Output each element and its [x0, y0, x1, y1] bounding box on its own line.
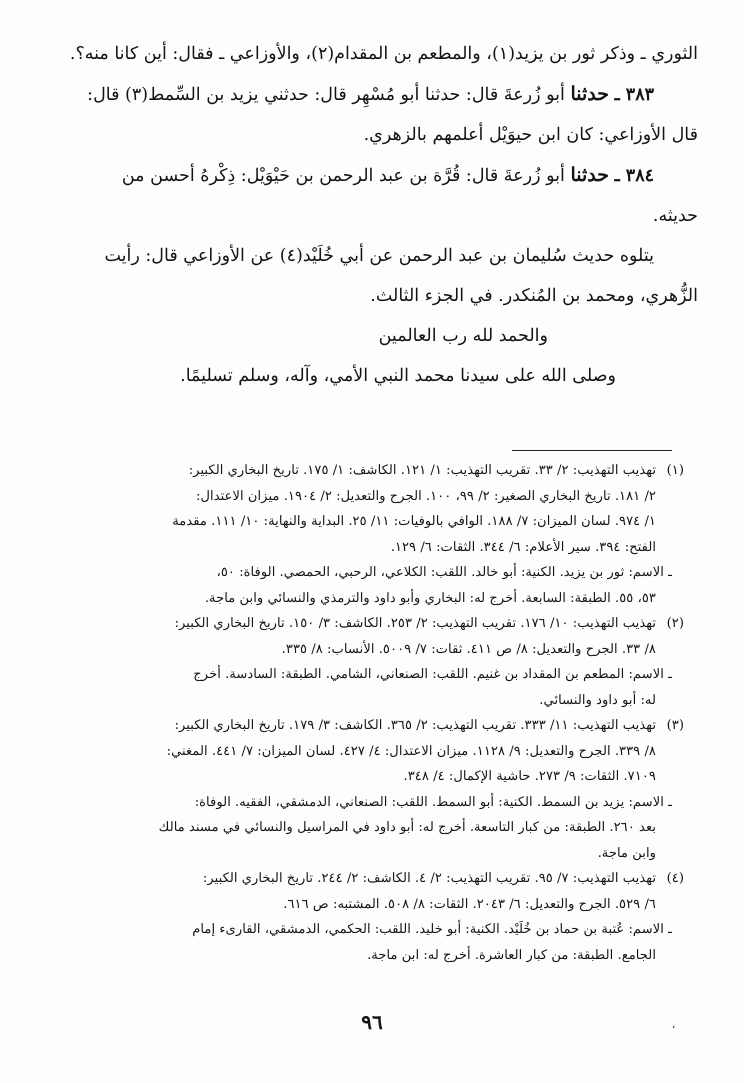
footnote-bio-line: ـ الاسم: عُتبة بن حماد بن خُلَيْد. الكنية: أبو خليد. اللقب: الحكمي، الدمشقي، القارىء إمام [192, 922, 672, 937]
footnote-number: (٣) [666, 718, 684, 733]
corner-mark: ، [672, 1020, 676, 1031]
footnote-line: ٨/ ٣٣. الجرح والتعديل: ٨/ ص ٤١١. ثقات: ٧/ ٥٠٠٩. الأنساب: ٨/ ٣٣٥. [281, 641, 656, 657]
footnotes [58, 458, 684, 968]
footnote-line: تهذيب التهذيب: ٢/ ٣٣. تقريب التهذيب: ١/ ١٢١. الكاشف: ١/ ١٧٥. تاريخ البخاري الكبير: [188, 463, 656, 478]
footnote [58, 611, 684, 713]
footnote-line: ٨/ ٣٣٩. الجرح والتعديل: ٩/ ١١٢٨. ميزان الاعتدال: ٤/ ٤٢٧. لسان الميزان: ٧/ ٤٤١. المغني: [166, 743, 656, 759]
footnote [58, 866, 684, 968]
footnote-line: ٦/ ٥٢٩. الجرح والتعديل: ٦/ ٢٠٤٣. الثقات: ٨/ ٥٠٨. المشتبه: ص ٦١٦. [283, 896, 656, 912]
hadith-text: أبو زُرعةَ قال: قُرَّة بن عبد الرحمن بن حَيْوَيْل: ذِكْرهُ أحسن من [121, 166, 565, 186]
footnote-line: تهذيب التهذيب: ١١/ ٣٣٣. تقريب التهذيب: ٢/ ٣٦٥. الكاشف: ٣/ ١٧٩. تاريخ البخاري الكبير: [174, 718, 656, 733]
footnote-line: ٧١٠٩. الثقات: ٩/ ٢٧٣. حاشية الإكمال: ٤/ ٣٤٨. [403, 769, 656, 784]
footnote-bio-line: الجامع. الطبقة: من كبار العاشرة. أخرج له: ابن ماجة. [367, 947, 656, 963]
footnote-bio-line: ـ الاسم: يزيد بن السمط. الكنية: أبو السمط. اللقب: الصنعاني، الدمشقي، الفقيه. الوفاة: [194, 794, 672, 810]
text-line-intro: الثوري ـ وذكر ثور بن يزيد(١)، والمطعم بن المقدام(٢)، والأوزاعي ـ فقال: أين كانا منه؟. [69, 44, 698, 64]
hadith-number: ٣٨٣ ـ [614, 85, 654, 105]
footnote-bio-line: وابن ماجة. [597, 845, 656, 861]
footnote-bio-line: بعد ٢٦٠. الطبقة: من كبار التاسعة. أخرج له: أبو داود في المراسيل والنسائي في مسند مالك [158, 820, 656, 835]
footnote-line: تهذيب التهذيب: ١٠/ ١٧٦. تقريب التهذيب: ٢/ ٢٥٣. الكاشف: ٣/ ١٥٠. تاريخ البخاري الكبير: [174, 616, 656, 631]
closing-paragraph-line-1: يتلوه حديث سُليمان بن عبد الرحمن عن أبي خُلَيْد(٤) عن الأوزاعي قال: رأيت [104, 246, 654, 266]
hamdala: والحمد لله رب العالمين [378, 326, 548, 346]
closing-paragraph-line-2: الزُّهري، ومحمد بن المُنكدر. في الجزء الثالث. [370, 286, 698, 306]
footnote-line: الفتح: ٣٩٤. سير الأعلام: ٦/ ٣٤٤. الثقات: ٦/ ١٢٩. [390, 539, 656, 555]
footnote-bio-line: ٥٣، ٥٥. الطبقة: السابعة. أخرج له: البخاري وأبو داود والترمذي والنسائي وابن ماجة. [204, 590, 656, 606]
hadith-text: أبو زُرعةَ قال: حدثنا أبو مُسْهِر قال: حدثني يزيد بن السِّمط(٣) قال: [87, 85, 565, 105]
footnote-divider [512, 450, 672, 451]
footnote-number: (٢) [666, 616, 684, 631]
salawat: وصلى الله على سيدنا محمد النبي الأمي، وآله، وسلم تسليمًا. [180, 366, 616, 386]
footnote [58, 713, 684, 866]
hadatha-word: حدثنا [570, 83, 609, 105]
main-text [58, 34, 698, 396]
footnote-line: ١/ ٩٧٤. لسان الميزان: ٧/ ١٨٨. الوافي بالوفيات: ١١/ ٢٥. البداية والنهاية: ١٠/ ١١١. مقدمة [172, 514, 656, 529]
hadith-number: ٣٨٤ ـ [614, 166, 654, 186]
footnote-line: ٢/ ١٨١. تاريخ البخاري الصغير: ٢/ ٩٩، ١٠٠. الجرح والتعديل: ٢/ ١٩٠٤. ميزان الاعتدال: [196, 488, 656, 504]
footnote-bio-line: ـ الاسم: ثور بن يزيد. الكنية: أبو خالد. اللقب: الكلاعي، الرحبي، الحمصي. الوفاة: ٥٠، [216, 565, 672, 580]
hadith-383 [58, 74, 698, 115]
page-number: ٩٦ [361, 1010, 383, 1034]
footnote-bio-line: له: أبو داود والنسائي. [539, 692, 656, 708]
footnote-number: (٤) [666, 871, 684, 886]
hadatha-word: حدثنا [570, 164, 609, 186]
footnote-line: تهذيب التهذيب: ٧/ ٩٥. تقريب التهذيب: ٢/ ٤. الكاشف: ٢/ ٢٤٤. تاريخ البخاري الكبير: [202, 871, 656, 886]
hadith-384 [58, 155, 698, 196]
footnote [58, 458, 684, 611]
hadith-384-continuation: حديثه. [652, 206, 698, 226]
footnote-number: (١) [666, 463, 684, 478]
footnote-bio-line: ـ الاسم: المطعم بن المقداد بن غنيم. اللقب: الصنعاني، الشامي. الطبقة: السادسة. أخرج [193, 667, 672, 682]
hadith-383-continuation: قال الأوزاعي: كان ابن حيوَيْل أعلمهم بالزهري. [363, 125, 698, 145]
